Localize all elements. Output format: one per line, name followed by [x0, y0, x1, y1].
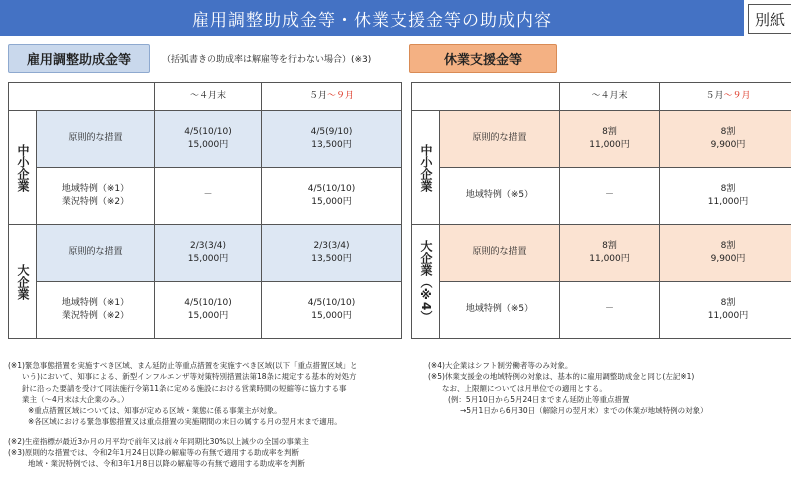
table-header-row — [9, 83, 402, 111]
footnote-5-cont: なお、上限額については月単位での適用とする。 — [442, 383, 607, 393]
footnote-5: (※5)休業支援金の地域特例の対象は、基本的に雇用調整助成金と同じ(左記※1) — [428, 372, 695, 382]
cell-value: － — [155, 168, 262, 225]
cell-value: 8割 9,900円 — [660, 111, 791, 168]
leave-support-table — [411, 82, 791, 339]
cell-value: 8割 9,900円 — [660, 225, 791, 282]
table-row — [412, 111, 791, 168]
footnote-1-sub: ※各区域における緊急事態措置又は重点措置の実施期間の末日の属する月の翌月末まで適用。 — [28, 417, 342, 427]
footnote-1-cont: 針に沿った要請を受けて同法施行令第11条に定める施設における営業時間の短縮等に協力する事 — [22, 383, 347, 393]
cell-value: 8割 11,000円 — [560, 225, 660, 282]
cell-value: 4/5(10/10) 15,000円 — [262, 282, 402, 339]
cell-value: 8割 11,000円 — [660, 282, 791, 339]
header-col-to-april: ～４月末 — [155, 83, 262, 111]
cell-value: 4/5(10/10) 15,000円 — [262, 168, 402, 225]
footnote-3-cont: 地域・業況特例では、令和3年1月8日以降の解雇等の有無で適用する助成率を判断 — [28, 459, 305, 468]
row-label: 原則的な措置 — [440, 225, 560, 282]
cell-value: 8割 11,000円 — [560, 111, 660, 168]
table-row — [9, 111, 402, 168]
cell-value: 8割 11,000円 — [660, 168, 791, 225]
row-label: 原則的な措置 — [37, 111, 155, 168]
section-label-employment-subsidy: 雇用調整助成金等 — [8, 44, 150, 73]
cell-value: 2/3(3/4) 13,500円 — [262, 225, 402, 282]
cell-value: 4/5(10/10) 15,000円 — [155, 111, 262, 168]
header-col-to-april: ～４月末 — [560, 83, 660, 111]
cell-value: － — [560, 282, 660, 339]
attachment-tag: 別紙 — [748, 4, 791, 34]
table-row — [9, 225, 402, 282]
footnote-1: (※1)緊急事態措置を実施すべき区域、まん延防止等重点措置を実施すべき区域(以下「重点措置区域」と — [8, 361, 358, 370]
section-label-leave-support: 休業支援金等 — [409, 44, 557, 73]
row-label: 地域特例（※5） — [440, 168, 560, 225]
cell-value: 4/5(9/10) 13,500円 — [262, 111, 402, 168]
footnote-1-cont: 業主（～4月末は大企業のみ。） — [22, 394, 129, 404]
table-row — [412, 225, 791, 282]
header-blank — [412, 83, 560, 111]
footnotes-right — [428, 360, 708, 416]
section-note-employment-subsidy: （括弧書きの助成率は解雇等を行わない場合）(※3) — [162, 55, 372, 65]
footnote-5-example: (例：5月10日から5月24日までまん延防止等重点措置 — [448, 394, 630, 404]
table-row — [9, 282, 402, 339]
header-col-may-sep: ５月～９月 — [660, 83, 791, 111]
page-title-banner — [0, 0, 744, 36]
footnote-5-example: →5月1日から6月30日（解除月の翌月末）までの休業が地域特例の対象） — [460, 406, 708, 415]
footnote-1-cont: いう)において、知事による、新型インフルエンザ等対策特別措置法第18条に規定する基本的対処方 — [22, 372, 357, 382]
group-large: 大企業 — [9, 225, 37, 339]
row-label: 原則的な措置 — [440, 111, 560, 168]
row-label: 地域特例（※1） 業況特例（※2） — [37, 168, 155, 225]
cell-value: 2/3(3/4) 15,000円 — [155, 225, 262, 282]
page-title: 雇用調整助成金等・休業支援金等の助成内容 — [192, 10, 552, 31]
group-large: 大企業（※4） — [412, 225, 440, 339]
footnote-4: (※4)大企業はシフト制労働者等のみ対象。 — [428, 361, 573, 370]
footnotes-left — [8, 360, 358, 469]
employment-subsidy-table — [8, 82, 402, 339]
table-header-row — [412, 83, 791, 111]
row-label: 地域特例（※5） — [440, 282, 560, 339]
header-blank — [9, 83, 155, 111]
footnote-2: (※2)生産指標が最近3か月の月平均で前年又は前々年同期比30%以上減少の全国の事業主 — [8, 436, 309, 446]
table-row — [9, 168, 402, 225]
table-row — [412, 282, 791, 339]
footnote-3: (※3)原則的な措置では、令和2年1月24日以降の解雇等の有無で適用する助成率を判断 — [8, 447, 299, 457]
table-row — [412, 168, 791, 225]
row-label: 原則的な措置 — [37, 225, 155, 282]
cell-value: 4/5(10/10) 15,000円 — [155, 282, 262, 339]
cell-value: － — [560, 168, 660, 225]
row-label: 地域特例（※1） 業況特例（※2） — [37, 282, 155, 339]
group-sme: 中小企業 — [9, 111, 37, 225]
header-col-may-sep: ５月～９月 — [262, 83, 402, 111]
footnote-1-sub: ※重点措置区域については、知事が定める区域・業態に係る事業主が対象。 — [28, 406, 282, 415]
group-sme: 中小企業 — [412, 111, 440, 225]
